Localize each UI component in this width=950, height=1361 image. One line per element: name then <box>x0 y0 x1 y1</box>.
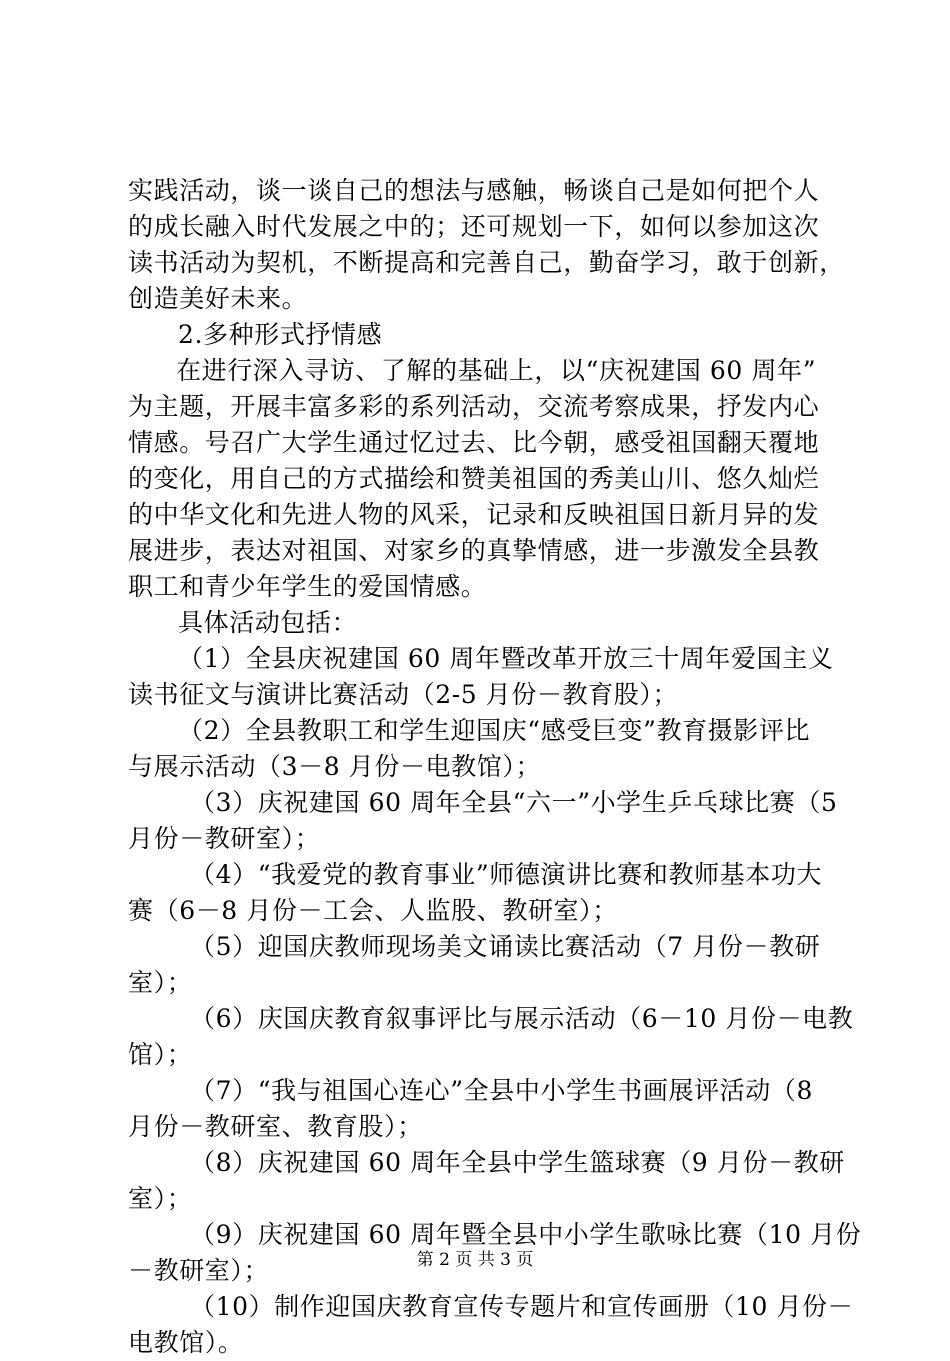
activity-item-line2: 赛（6－8 月份－工会、人监股、教研室）； <box>128 896 618 925</box>
paragraph-line: 为主题，开展丰富多彩的系列活动，交流考察成果，抒发内心 <box>128 392 820 421</box>
paragraph-line: 读书活动为契机，不断提高和完善自己，勤奋学习，敢于创新， <box>128 248 845 277</box>
paragraph-line: 的变化，用自己的方式描绘和赞美祖国的秀美山川、悠久灿烂 <box>128 464 820 493</box>
paragraph-line: 职工和青少年学生的爱国情感。 <box>128 572 487 601</box>
activity-item-line2: 室）； <box>128 1184 193 1213</box>
paragraph-line: 实践活动，谈一谈自己的想法与感触，畅谈自己是如何把个人 <box>128 176 820 205</box>
activity-item-line1: （5）迎国庆教师现场美文诵读比赛活动（7 月份－教研 <box>190 932 821 961</box>
body-text <box>128 173 862 1361</box>
activity-item-line1: （6）庆国庆教育叙事评比与展示活动（6－10 月份－电教 <box>190 1004 854 1033</box>
paragraph-line: 创造美好未来。 <box>128 284 308 313</box>
section-heading: 2.多种形式抒情感 <box>178 320 383 349</box>
activities-intro: 具体活动包括： <box>178 608 358 637</box>
activity-item-line2: 读书征文与演讲比赛活动（2-5 月份－教育股）； <box>128 680 679 709</box>
activity-item-line2: 电教馆）。 <box>128 1328 244 1357</box>
activity-item-line1: （9）庆祝建国 60 周年暨全县中小学生歌咏比赛（10 月份 <box>190 1220 862 1249</box>
activity-item-line1: （8）庆祝建国 60 周年全县中学生篮球赛（9 月份－教研 <box>190 1148 845 1177</box>
activity-item-line2: 室）； <box>128 968 193 997</box>
paragraph-line: 的成长融入时代发展之中的；还可规划一下，如何以参加这次 <box>128 212 820 241</box>
activity-item-line2: －教研室）； <box>128 1256 270 1285</box>
paragraph-line: 的中华文化和先进人物的风采，记录和反映祖国日新月异的发 <box>128 500 820 529</box>
paragraph-line: 展进步，表达对祖国、对家乡的真挚情感，进一步激发全县教 <box>128 536 820 565</box>
activity-item-line1: （4）“我爱党的教育事业”师德演讲比赛和教师基本功大 <box>190 860 823 889</box>
activity-item-line1: （7）“我与祖国心连心”全县中小学生书画展评活动（8 <box>190 1076 813 1105</box>
activity-item-line2: 馆）； <box>128 1040 193 1069</box>
activity-item-line1: （10）制作迎国庆教育宣传专题片和宣传画册（10 月份－ <box>190 1292 854 1321</box>
activity-item-line2: 月份－教研室）； <box>128 824 321 853</box>
paragraph-line: 在进行深入寻访、了解的基础上，以“庆祝建国 60 周年” <box>176 356 817 385</box>
page-number: 第 2 页 共 3 页 <box>416 1250 534 1270</box>
activity-item-line1: （1）全县庆祝建国 60 周年暨改革开放三十周年爱国主义 <box>178 644 834 673</box>
activity-item-line1: （2）全县教职工和学生迎国庆“感受巨变”教育摄影评比 <box>178 716 811 745</box>
paragraph-line: 情感。号召广大学生通过忆过去、比今朝，感受祖国翻天覆地 <box>128 428 820 457</box>
page-footer <box>0 1249 950 1271</box>
activity-item-line2: 月份－教研室、教育股）； <box>128 1112 423 1141</box>
activity-item-line1: （3）庆祝建国 60 周年全县“六一”小学生乒乓球比赛（5 <box>190 788 838 817</box>
activity-item-line2: 与展示活动（3－8 月份－电教馆）； <box>128 752 542 781</box>
